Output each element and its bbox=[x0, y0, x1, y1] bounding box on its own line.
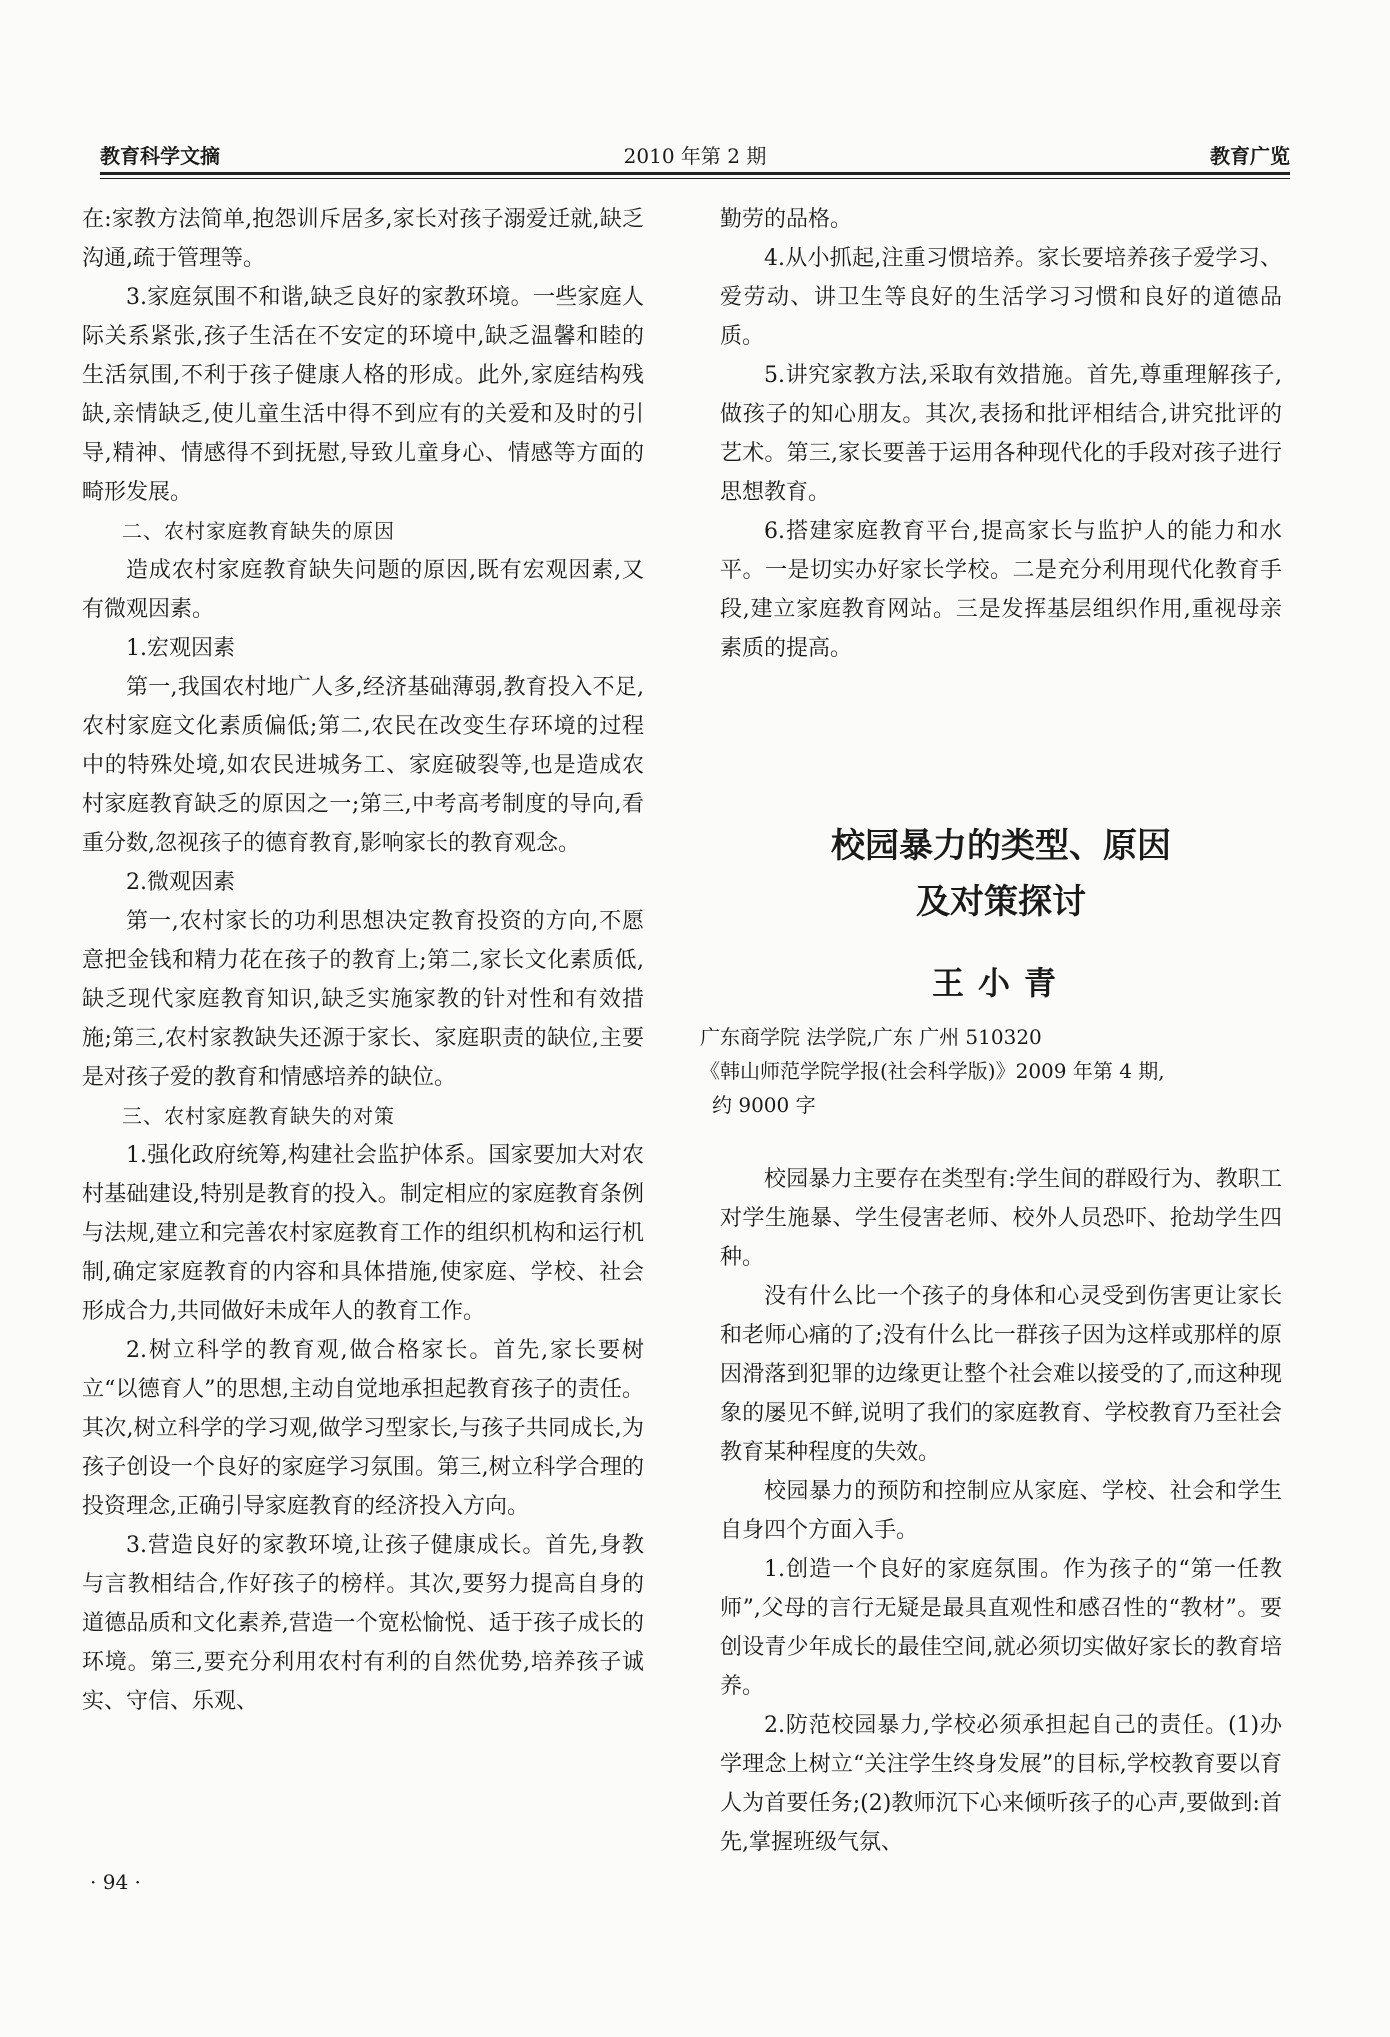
left-column bbox=[82, 200, 644, 1721]
paragraph: 1.创造一个良好的家庭氛围。作为孩子的“第一任教师”,父母的言行无疑是最具直观性和感召性的“教材”。要创设青少年成长的最佳空间,就必须切实做好家长的教育培养。 bbox=[720, 1557, 1282, 1699]
paragraph: 在:家教方法简单,抱怨训斥居多,家长对孩子溺爱迁就,缺乏沟通,疏于管理等。 bbox=[82, 207, 644, 271]
article-source: 《韩山师范学院学报(社会科学版)》2009 年第 4 期, bbox=[700, 1059, 1165, 1083]
article-title-line2: 及对策探讨 bbox=[916, 882, 1086, 922]
subheading: 2.微观因素 bbox=[126, 870, 235, 895]
paragraph: 造成农村家庭教育缺失问题的原因,既有宏观因素,又有微观因素。 bbox=[82, 558, 644, 622]
section-heading: 三、农村家庭教育缺失的对策 bbox=[122, 1104, 395, 1128]
running-header bbox=[100, 140, 1290, 170]
subheading: 1.宏观因素 bbox=[126, 636, 235, 661]
paragraph: 第一,我国农村地广人多,经济基础薄弱,教育投入不足,农村家庭文化素质偏低;第二,农民在改变生存环境的过程中的特殊处境,如农民进城务工、家庭破裂等,也是造成农村家庭教育缺乏的原因之一;第三,中考高考制度的导向,看重分数,忽视孩子的德育教育,影响家长的教育观念。 bbox=[82, 675, 644, 856]
author-affiliation: 广东商学院 法学院,广东 广州 510320 bbox=[700, 1025, 1042, 1049]
word-count: 约 9000 字 bbox=[712, 1093, 816, 1117]
paragraph: 2.树立科学的教育观,做合格家长。首先,家长要树立“以德育人”的思想,主动自觉地承担起教育孩子的责任。其次,树立科学的学习观,做学习型家长,与孩子共同成长,为孩子创设一个良好的家庭学习氛围。第三,树立科学合理的投资理念,正确引导家庭教育的经济投入方向。 bbox=[82, 1338, 644, 1519]
header-rule-thick bbox=[100, 172, 1290, 175]
issue-label: 2010 年第 2 期 bbox=[623, 144, 767, 168]
article-title-line1: 校园暴力的类型、原因 bbox=[831, 826, 1171, 866]
journal-name: 教育科学文摘 bbox=[100, 144, 220, 168]
right-column-top bbox=[720, 200, 1282, 668]
right-column-bottom bbox=[720, 1160, 1282, 1862]
paragraph: 第一,农村家长的功利思想决定教育投资的方向,不愿意把金钱和精力花在孩子的教育上;第二,家长文化素质低,缺乏现代家庭教育知识,缺乏实施家教的针对性和有效措施;第三,农村家教缺失还源于家长、家庭职责的缺位,主要是对孩子爱的教育和情感培养的缺位。 bbox=[82, 909, 644, 1090]
paragraph: 没有什么比一个孩子的身体和心灵受到伤害更让家长和老师心痛的了;没有什么比一群孩子因为这样或那样的原因滑落到犯罪的边缘更让整个社会难以接受的了,而这种现象的屡见不鲜,说明了我们的家庭教育、学校教育乃至社会教育某种程度的失效。 bbox=[720, 1284, 1282, 1465]
paragraph: 校园暴力主要存在类型有:学生间的群殴行为、教职工对学生施暴、学生侵害老师、校外人员恐吓、抢劫学生四种。 bbox=[720, 1167, 1282, 1270]
section-name: 教育广览 bbox=[1210, 144, 1290, 168]
paragraph: 6.搭建家庭教育平台,提高家长与监护人的能力和水平。一是切实办好家长学校。二是充分利用现代化教育手段,建立家庭教育网站。三是发挥基层组织作用,重视母亲素质的提高。 bbox=[720, 519, 1282, 661]
paragraph: 3.家庭氛围不和谐,缺乏良好的家教环境。一些家庭人际关系紧张,孩子生活在不安定的环境中,缺乏温馨和睦的生活氛围,不利于孩子健康人格的形成。此外,家庭结构残缺,亲情缺乏,使儿童生活中得不到应有的关爱和及时的引导,精神、情感得不到抚慰,导致儿童身心、情感等方面的畸形发展。 bbox=[82, 285, 644, 505]
paragraph: 1.强化政府统筹,构建社会监护体系。国家要加大对农村基础建设,特别是教育的投入。制定相应的家庭教育条例与法规,建立和完善农村家庭教育工作的组织机构和运行机制,确定家庭教育的内容和具体措施,使家庭、学校、社会形成合力,共同做好未成年人的教育工作。 bbox=[82, 1143, 644, 1324]
paragraph: 校园暴力的预防和控制应从家庭、学校、社会和学生自身四个方面入手。 bbox=[720, 1479, 1282, 1543]
paragraph: 勤劳的品格。 bbox=[720, 207, 853, 232]
paragraph: 2.防范校园暴力,学校必须承担起自己的责任。(1)办学理念上树立“关注学生终身发展”的目标,学校教育要以育人为首要任务;(2)教师沉下心来倾听孩子的心声,要做到:首先,掌握班级气氛、 bbox=[720, 1713, 1282, 1855]
section-heading: 二、农村家庭教育缺失的原因 bbox=[122, 519, 395, 543]
article-title bbox=[720, 818, 1282, 930]
article-author: 王小青 bbox=[931, 964, 1070, 1002]
page-number: · 94 · bbox=[90, 1870, 141, 1894]
paragraph: 5.讲究家教方法,采取有效措施。首先,尊重理解孩子,做孩子的知心朋友。其次,表扬和批评相结合,讲究批评的艺术。第三,家长要善于运用各种现代化的手段对孩子进行思想教育。 bbox=[720, 363, 1282, 505]
paragraph: 4.从小抓起,注重习惯培养。家长要培养孩子爱学习、爱劳动、讲卫生等良好的生活学习习惯和良好的道德品质。 bbox=[720, 246, 1282, 349]
paragraph: 3.营造良好的家教环境,让孩子健康成长。首先,身教与言教相结合,作好孩子的榜样。其次,要努力提高自身的道德品质和文化素养,营造一个宽松愉悦、适于孩子成长的环境。第三,要充分利用农村有利的自然优势,培养孩子诚实、守信、乐观、 bbox=[82, 1533, 644, 1714]
header-rule-thin bbox=[100, 178, 1290, 179]
article-meta bbox=[700, 1020, 1280, 1122]
